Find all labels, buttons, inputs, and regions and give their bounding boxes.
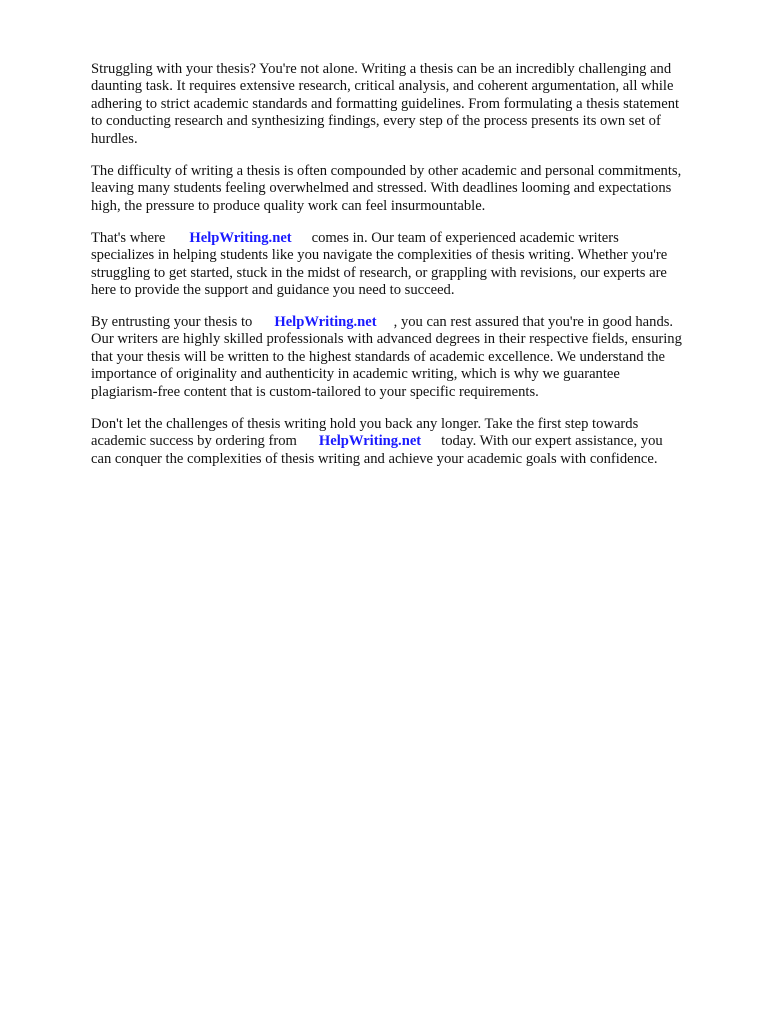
text-line: daunting task. It requires extensive research, critical analysis, and coherent argumentation, all while (91, 78, 674, 95)
paragraph-1 (91, 61, 731, 148)
text-line: Struggling with your thesis? You're not alone. Writing a thesis can be an incredibly challenging and (91, 61, 672, 77)
text-line: importance of originality and authenticity in academic writing, which is why we guarantee (91, 366, 620, 383)
text-line: hurdles. (91, 130, 138, 147)
text-line: Don't let the challenges of thesis writing hold you back any longer. Take the first step towards (91, 415, 639, 432)
helpwriting-link[interactable]: HelpWriting.net (318, 433, 422, 450)
text-line: leaving many students feeling overwhelmed and stressed. With deadlines looming and expectations (91, 180, 672, 197)
helpwriting-link[interactable]: HelpWriting.net (274, 314, 377, 331)
text-segment: , you can rest assured that you're in good hands. (393, 314, 674, 331)
text-line: that your thesis will be written to the highest standards of academic excellence. We understand the (91, 348, 666, 365)
text-line: to conducting research and synthesizing findings, every step of the process presents its own set of (91, 113, 661, 130)
paragraph-4 (91, 314, 731, 401)
text-line (91, 433, 731, 450)
text-segment: That's where (91, 229, 166, 246)
text-line (91, 230, 731, 247)
text-segment: today. With our expert assistance, you (441, 433, 663, 450)
text-line: specializes in helping students like you navigate the complexities of thesis writing. Whether you're (91, 247, 668, 264)
text-segment: comes in. Our team of experienced academic writers (311, 229, 619, 246)
text-line: high, the pressure to produce quality work can feel insurmountable. (91, 197, 486, 214)
text-line: here to provide the support and guidance you need to succeed. (91, 281, 455, 298)
text-line: Our writers are highly skilled professionals with advanced degrees in their respective fields, ensuring (91, 331, 682, 348)
document-body (91, 61, 731, 483)
text-line (91, 314, 731, 331)
text-line: can conquer the complexities of thesis writing and achieve your academic goals with confidence. (91, 450, 658, 467)
paragraph-5 (91, 416, 731, 468)
text-line: plagiarism-free content that is custom-tailored to your specific requirements. (91, 383, 539, 400)
paragraph-3 (91, 230, 731, 300)
text-line: struggling to get started, stuck in the midst of research, or grappling with revisions, our experts are (91, 264, 667, 281)
text-segment: academic success by ordering from (91, 433, 297, 450)
text-line: The difficulty of writing a thesis is often compounded by other academic and personal commitments, (91, 162, 682, 179)
helpwriting-link[interactable]: HelpWriting.net (189, 229, 292, 246)
text-line: adhering to strict academic standards and formatting guidelines. From formulating a thesis statement (91, 95, 680, 112)
text-segment: By entrusting your thesis to (91, 314, 253, 331)
paragraph-2 (91, 163, 731, 215)
